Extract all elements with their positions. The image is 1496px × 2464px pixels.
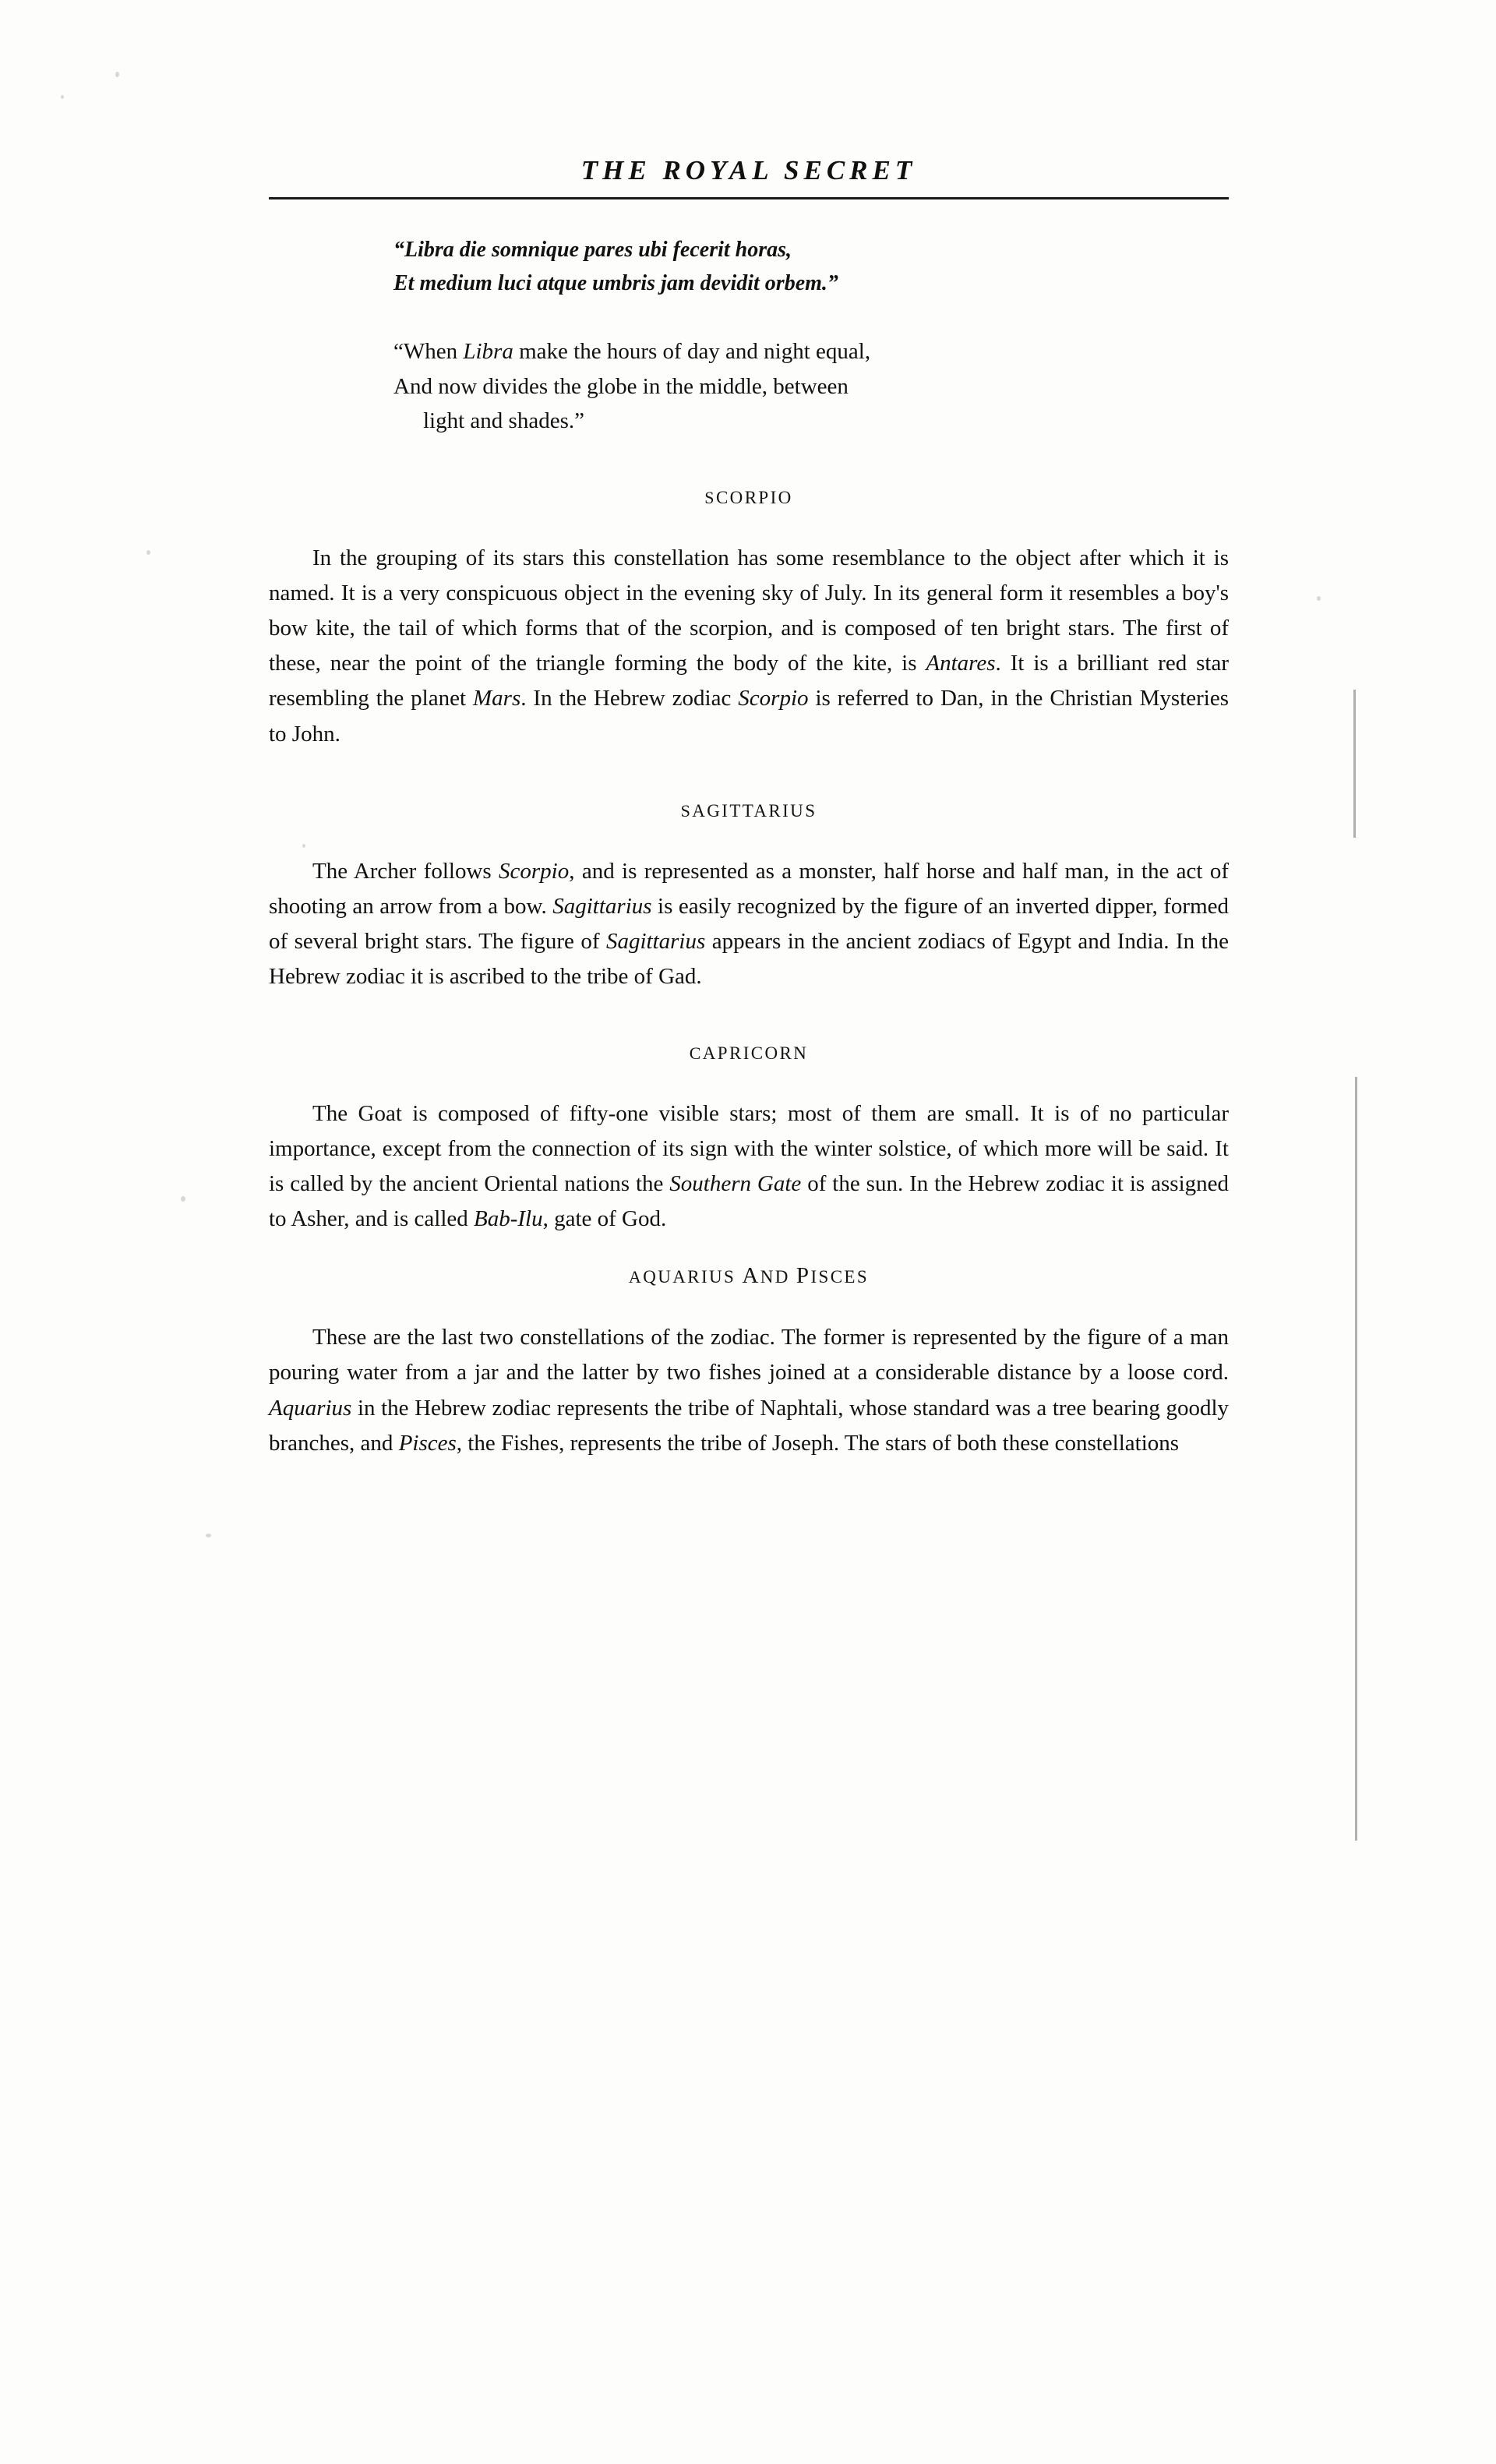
capricorn-text-2: of the sun. In the Hebrew zodiac it is assigned to Asher, and is called [269,1171,1229,1232]
sagittarius-text-4: appears in the ancient zodiacs of Egypt and India. In the Hebrew zodiac it is ascribed to the tribe of Gad. [269,928,1229,989]
latin-verse [393,234,1229,300]
sagittarius-text-1: The Archer follows [312,858,499,884]
capricorn-italic-bab-ilu: Bab-Ilu [474,1206,543,1232]
aquarius-text-3: , the Fishes, represents the tribe of Joseph. The stars of both these constellations [456,1430,1180,1456]
section-heading-and-rest: ND [760,1267,796,1287]
sagittarius-text-3: is easily recognized by the figure of an inverted dipper, formed of several bright stars. The figure of [269,893,1229,954]
section-heading-aquarius-initial: A [628,1267,644,1287]
running-head-title: THE ROYAL SECRET [580,155,917,185]
scorpio-text-2: . It is a brilliant red star resembling the planet [269,651,1229,711]
section-heading-capricorn [269,1040,1229,1065]
capricorn-text-1: The Goat is composed of fifty-one visible stars; most of them are small. It is of no particular importance, except from the connection of its sign with the winter solstice, of which more will be said. It is called by the ancient Oriental nations the [269,1101,1229,1197]
section-heading-pisces-initial: P [796,1263,811,1289]
latin-verse-line-2: Et medium luci atque umbris jam devidit orbem.” [393,270,838,295]
scorpio-text-4: is referred to Dan, in the Christian Mysteries to John. [269,686,1229,747]
scorpio-text-3: . In the Hebrew zodiac [520,686,739,711]
aquarius-text-2: in the Hebrew zodiac represents the tribe of Naphtali, whose standard was a tree bearing goodly branches, and [269,1395,1229,1456]
translation-libra-italic: Libra [463,339,513,365]
scan-speck [1317,596,1321,601]
scan-speck [115,72,119,77]
scan-speck [206,1534,211,1537]
aquarius-italic-pisces: Pisces [398,1430,457,1456]
sagittarius-italic-sagittarius-2: Sagittarius [605,928,706,954]
text-column [269,234,1229,1461]
english-translation [393,334,1229,439]
scan-margin-mark [1355,1077,1357,1841]
translation-line-3: light and shades.” [423,408,584,434]
paragraph-scorpio [269,541,1229,752]
capricorn-text-3: , gate of God. [542,1206,667,1232]
scan-margin-mark [1353,690,1356,838]
paragraph-aquarius-pisces [269,1320,1229,1460]
scan-speck [146,550,150,555]
scan-speck [61,95,64,99]
section-heading-pisces-rest: ISCES [810,1267,870,1287]
section-heading-aquarius-rest: QUARIUS [643,1267,743,1287]
paragraph-sagittarius [269,854,1229,994]
section-heading-scorpio-rest: CORPIO [715,488,793,508]
sagittarius-text-2: , and is represented as a monster, half horse and half man, in the act of shooting an arrow from a bow. [269,858,1229,919]
section-heading-aquarius-and-pisces [269,1263,1229,1289]
scan-speck [181,1196,185,1202]
section-heading-sagittarius-rest: AGITTARIUS [692,800,817,821]
sagittarius-italic-sagittarius-1: Sagittarius [552,893,652,919]
section-heading-capricorn-initial: C [689,1043,703,1063]
capricorn-italic-southern-gate: Southern Gate [669,1171,802,1197]
scorpio-italic-scorpio: Scorpio [738,686,809,711]
translation-line-1-pre: “When [393,339,464,365]
aquarius-text-1: These are the last two constellations of the zodiac. The former is represented by the figure of a man pouring water from a jar and the latter by two fishes joined at a considerable distance by a loose cord. [269,1325,1229,1386]
paragraph-capricorn [269,1096,1229,1237]
page-header [269,156,1229,206]
aquarius-italic-aquarius: Aquarius [269,1395,352,1421]
translation-line-2: And now divides the globe in the middle, between [393,373,849,399]
section-heading-sagittarius [269,797,1229,823]
section-heading-scorpio-initial: S [704,488,716,508]
translation-line-1-post: make the hours of day and night equal, [513,339,871,365]
scorpio-italic-mars: Mars [473,686,521,711]
sagittarius-italic-scorpio: Scorpio [499,858,570,884]
section-heading-scorpio [269,484,1229,510]
latin-verse-line-1: “Libra die somnique pares ubi fecerit horas, [393,238,792,262]
section-heading-sagittarius-initial: S [680,800,693,821]
scorpio-text-1: In the grouping of its stars this constellation has some resemblance to the object after which it is named. It is a very conspicuous object in the evening sky of July. In its general form it resembles a boy's bow kite, the tail of which forms that of the scorpion, and is composed of ten bright stars. The first of these, near the point of the triangle forming the body of the kite, is [269,545,1229,676]
header-rule [269,197,1229,199]
scorpio-italic-antares: Antares [926,651,996,676]
section-heading-and-initial: A [742,1263,760,1289]
section-heading-capricorn-rest: APRICORN [702,1043,809,1063]
